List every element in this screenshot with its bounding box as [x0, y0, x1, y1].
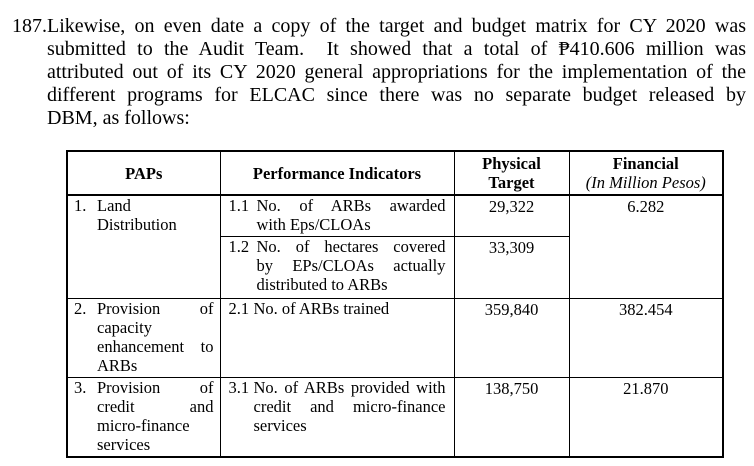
physical-target-value: 29,322	[454, 195, 569, 237]
column-header-physical-target: Physical Target	[454, 151, 569, 195]
column-header-financial	[569, 151, 723, 195]
indicator-number: 1.2	[228, 237, 250, 256]
table-header-row	[67, 151, 723, 195]
pap-item-number: 2.	[74, 299, 87, 318]
paragraph-line: Likewise, on even date a copy of the target and budget matrix for CY 2020 was	[47, 15, 746, 37]
indicator-text-line: credit and micro-finance	[253, 397, 446, 416]
pap-text-line: ARBs	[97, 356, 138, 375]
indicator-text-line: services	[253, 416, 307, 435]
paragraph-line: attributed out of its CY 2020 general appropriations for the implementation of the	[47, 61, 746, 83]
paragraph-line: different programs for ELCAC since there was no separate budget released by	[47, 84, 746, 106]
indicator-text-line: by EPs/CLOAs actually	[256, 256, 446, 275]
paragraph-body	[47, 15, 746, 130]
indicator-cell-1-2	[220, 237, 454, 299]
physical-target-value: 138,750	[454, 378, 569, 458]
indicator-cell-1-1	[220, 195, 454, 237]
pap-text-line: capacity	[97, 318, 152, 337]
physical-target-value: 33,309	[454, 237, 569, 299]
indicator-number: 3.1	[228, 378, 250, 397]
pap-cell-2	[67, 299, 220, 378]
pap-text-line: services	[97, 435, 151, 454]
column-header-paps: PAPs	[67, 151, 220, 195]
budget-matrix-table	[66, 150, 724, 458]
indicator-text-line: No. of ARBs provided with	[253, 378, 446, 397]
financial-value: 6.282	[569, 195, 723, 299]
column-header-performance-indicators: Performance Indicators	[220, 151, 454, 195]
pap-cell-3	[67, 378, 220, 458]
financial-value: 382.454	[569, 299, 723, 378]
paragraph-line: submitted to the Audit Team. It showed that a total of ₱410.606 million was	[47, 38, 746, 60]
pap-text-line: micro-finance	[97, 416, 190, 435]
indicator-text-line: No. of ARBs awarded	[256, 196, 446, 215]
table-row	[67, 195, 723, 237]
pap-text-line: Land	[97, 196, 131, 215]
financial-header-label: Financial	[612, 154, 679, 173]
pap-text-line: Provision of	[97, 299, 214, 318]
pap-text-line: Distribution	[97, 215, 177, 234]
indicator-cell-3-1	[220, 378, 454, 458]
financial-value: 21.870	[569, 378, 723, 458]
indicator-number: 2.1	[228, 299, 250, 318]
pap-cell-1	[67, 195, 220, 299]
indicator-cell-2-1	[220, 299, 454, 378]
indicator-text-line: distributed to ARBs	[256, 275, 388, 294]
table-row	[67, 378, 723, 458]
physical-target-value: 359,840	[454, 299, 569, 378]
indicator-text-line: No. of hectares covered	[256, 237, 446, 256]
paragraph-187	[12, 15, 746, 130]
indicator-text-line: No. of ARBs trained	[253, 299, 390, 318]
pap-item-number: 3.	[74, 378, 87, 397]
paragraph-line: DBM, as follows:	[47, 107, 190, 129]
pap-text-line: enhancement to	[97, 337, 214, 356]
table-row	[67, 299, 723, 378]
pap-text-line: credit and	[97, 397, 214, 416]
pap-text-line: Provision of	[97, 378, 214, 397]
pap-item-number: 1.	[74, 196, 87, 215]
paragraph-number: 187.	[12, 15, 47, 37]
financial-header-unit: (In Million Pesos)	[585, 173, 706, 192]
indicator-number: 1.1	[228, 196, 250, 215]
indicator-text-line: with Eps/CLOAs	[256, 215, 371, 234]
